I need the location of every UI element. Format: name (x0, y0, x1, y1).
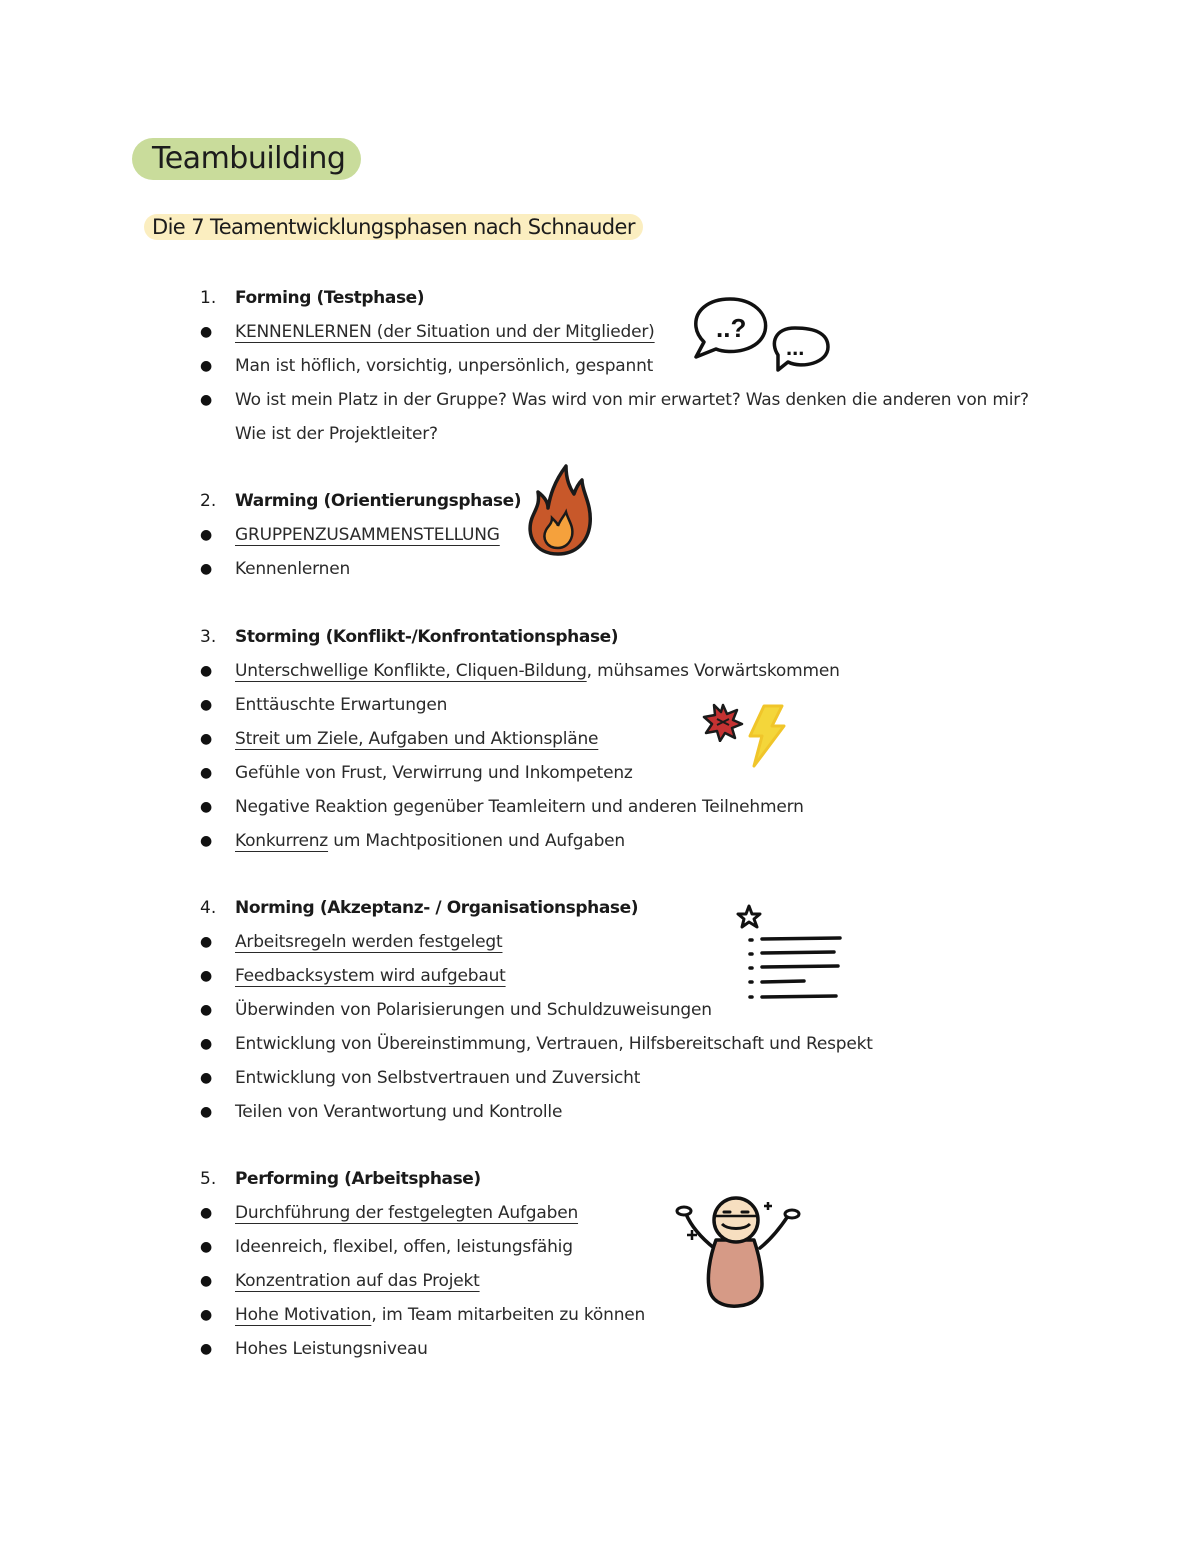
item-text: , mühsames Vorwärtskommen (586, 661, 840, 681)
list-item (200, 552, 1100, 586)
item-text: , im Team mitarbeiten zu können (371, 1305, 646, 1325)
phase-number: 1. (200, 288, 217, 308)
bullet-icon: ● (200, 358, 213, 374)
item-text: Man ist höflich, vorsichtig, unpersönlich, gespannt (235, 356, 654, 376)
phase-items (200, 925, 1100, 1129)
speech-bubble-1-text: ..? (716, 313, 747, 343)
phase-heading (200, 484, 1100, 518)
phase-title: Forming (Testphase) (235, 288, 425, 308)
item-text: Enttäuschte Erwartungen (235, 695, 448, 715)
fire-icon (522, 462, 594, 557)
page-title: Teambuilding (132, 138, 361, 180)
phase-5 (200, 1162, 1100, 1366)
underlined-text: Arbeitsregeln werden festgelegt (235, 932, 503, 952)
list-item (200, 1264, 1100, 1298)
speech-bubbles-icon (690, 295, 835, 380)
phase-title: Warming (Orientierungsphase) (235, 491, 522, 511)
list-item (200, 824, 1100, 858)
phase-number: 3. (200, 627, 217, 647)
underlined-text: Unterschwellige Konflikte, Cliquen-Bildung (235, 661, 587, 681)
list-item (200, 790, 1100, 824)
item-text: Gefühle von Frust, Verwirrung und Inkompetenz (235, 763, 633, 783)
speech-bubble-2-text: ... (786, 335, 805, 360)
underlined-text: Hohe Motivation (235, 1305, 372, 1325)
bullet-icon: ● (200, 663, 213, 679)
list-item (200, 518, 1100, 552)
bullet-icon: ● (200, 561, 213, 577)
list-item (200, 1230, 1100, 1264)
list-item (200, 959, 1100, 993)
underlined-text: Konzentration auf das Projekt (235, 1271, 480, 1291)
list-item (200, 1298, 1100, 1332)
underlined-text: GRUPPENZUSAMMENSTELLUNG (235, 525, 500, 545)
list-item-continuation (200, 417, 1100, 451)
item-text: Wie ist der Projektleiter? (235, 424, 438, 444)
checklist-icon (732, 902, 847, 1007)
bullet-icon: ● (200, 799, 213, 815)
list-item (200, 993, 1100, 1027)
bullet-icon: ● (200, 1273, 213, 1289)
bullet-icon: ● (200, 1205, 213, 1221)
list-item (200, 383, 1100, 417)
list-item (200, 688, 1100, 722)
item-text: Kennenlernen (235, 559, 351, 579)
bullet-icon: ● (200, 1070, 213, 1086)
item-text: Entwicklung von Übereinstimmung, Vertrauen, Hilfsbereitschaft und Respekt (235, 1034, 873, 1054)
underlined-text: Konkurrenz (235, 831, 329, 851)
phase-items (200, 1196, 1100, 1366)
cheering-figure-icon (668, 1196, 808, 1311)
bullet-icon: ● (200, 1239, 213, 1255)
item-text: Ideenreich, flexibel, offen, leistungsfähig (235, 1237, 573, 1257)
bullet-icon: ● (200, 1341, 213, 1357)
phase-number: 4. (200, 898, 217, 918)
bullet-icon: ● (200, 392, 213, 408)
underlined-text: KENNENLERNEN (der Situation und der Mitglieder) (235, 322, 655, 342)
bullet-icon: ● (200, 1307, 213, 1323)
item-text: um Machtpositionen und Aufgaben (328, 831, 625, 851)
page-subtitle: Die 7 Teamentwicklungsphasen nach Schnauder (144, 214, 643, 240)
list-item (200, 315, 1100, 349)
phase-3 (200, 620, 1100, 858)
list-item (200, 1196, 1100, 1230)
phase-heading (200, 891, 1100, 925)
bullet-icon: ● (200, 833, 213, 849)
phase-items (200, 654, 1100, 858)
item-text: Wo ist mein Platz in der Gruppe? Was wird von mir erwartet? Was denken die anderen von mir? (235, 390, 1029, 410)
phase-1 (200, 281, 1100, 451)
phase-2 (200, 484, 1100, 586)
underlined-text: Feedbacksystem wird aufgebaut (235, 966, 506, 986)
list-item (200, 1027, 1100, 1061)
phase-title: Norming (Akzeptanz- / Organisationsphase) (235, 898, 639, 918)
list-item (200, 925, 1100, 959)
bullet-icon: ● (200, 934, 213, 950)
bullet-icon: ● (200, 765, 213, 781)
item-text: Hohes Leistungsniveau (235, 1339, 428, 1359)
underlined-text: Streit um Ziele, Aufgaben und Aktionspläne (235, 729, 599, 749)
anger-icon (702, 702, 744, 742)
phase-heading (200, 1162, 1100, 1196)
item-text: Entwicklung von Selbstvertrauen und Zuversicht (235, 1068, 641, 1088)
phase-items (200, 315, 1100, 451)
list-item (200, 1061, 1100, 1095)
phase-number: 5. (200, 1169, 217, 1189)
list-item (200, 722, 1100, 756)
phase-title: Storming (Konflikt-/Konfrontationsphase) (235, 627, 619, 647)
phase-4 (200, 891, 1100, 1129)
phase-items (200, 518, 1100, 586)
phase-title: Performing (Arbeitsphase) (235, 1169, 481, 1189)
phase-number: 2. (200, 491, 217, 511)
underlined-text: Durchführung der festgelegten Aufgaben (235, 1203, 579, 1223)
bullet-icon: ● (200, 1002, 213, 1018)
phase-heading (200, 281, 1100, 315)
lightning-icon (742, 702, 788, 768)
bullet-icon: ● (200, 968, 213, 984)
list-item (200, 349, 1100, 383)
bullet-icon: ● (200, 527, 213, 543)
list-item (200, 756, 1100, 790)
phase-heading (200, 620, 1100, 654)
item-text: Negative Reaktion gegenüber Teamleitern und anderen Teilnehmern (235, 797, 804, 817)
item-text: Teilen von Verantwortung und Kontrolle (235, 1102, 563, 1122)
bullet-icon: ● (200, 324, 213, 340)
bullet-icon: ● (200, 1104, 213, 1120)
bullet-icon: ● (200, 697, 213, 713)
list-item (200, 654, 1100, 688)
list-item (200, 1332, 1100, 1366)
bullet-icon: ● (200, 1036, 213, 1052)
bullet-icon: ● (200, 731, 213, 747)
item-text: Überwinden von Polarisierungen und Schuldzuweisungen (235, 1000, 712, 1020)
list-item (200, 1095, 1100, 1129)
